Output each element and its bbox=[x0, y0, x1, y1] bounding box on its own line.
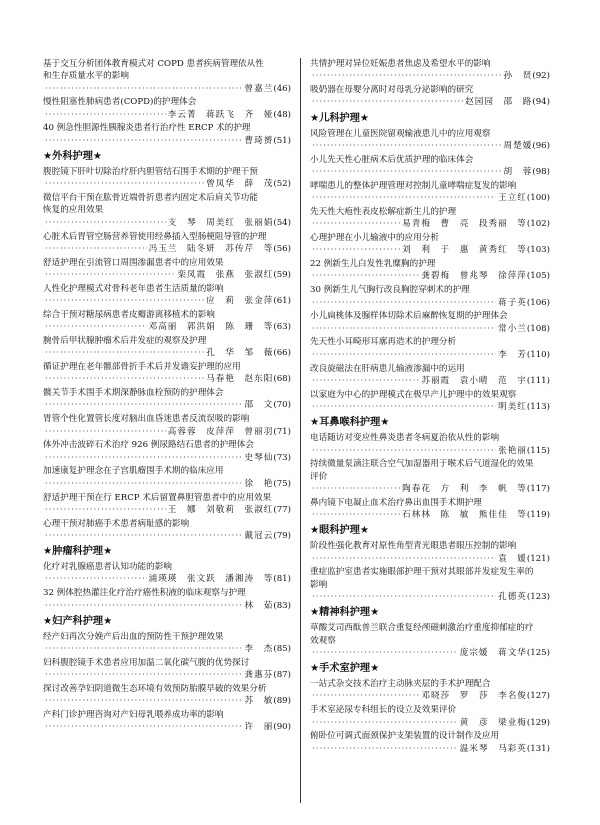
article-authors: 易青梅 曹 亮 段秀丽 等 bbox=[402, 219, 527, 230]
dot-leader bbox=[45, 721, 243, 733]
article-title-line: 心理护理在小儿输液中的应用分析 bbox=[310, 233, 439, 244]
section-heading: ★儿科护理★ bbox=[310, 112, 370, 124]
article-title-line: 40 例急性胆源性胰腺炎患者行治疗性 ERCP 术的护理 bbox=[43, 123, 251, 134]
article-title-line: 腹腔镜下肝叶切除治疗肝内胆管结石围手术期的护理干预 bbox=[43, 167, 258, 178]
article-title-line: 草酸艾司西酞普兰联合重复经颅磁刺激治疗重度抑郁症的疗 bbox=[310, 623, 534, 634]
page-number: (111) bbox=[526, 375, 550, 386]
author-page-line bbox=[310, 218, 550, 230]
author-page-line bbox=[43, 600, 291, 612]
article-title-line: 小儿先天性心脏病术后优质护理的临床体会 bbox=[310, 154, 474, 165]
page-number: (87) bbox=[273, 670, 291, 681]
toc-entry[interactable] bbox=[310, 363, 550, 388]
toc-entry[interactable] bbox=[43, 439, 291, 464]
article-title-line: 慢性阻塞性肺病患者(COPD)的护理体会 bbox=[43, 97, 197, 108]
article-authors: 李 芳 bbox=[498, 349, 527, 360]
dot-leader bbox=[45, 573, 147, 585]
dot-leader bbox=[45, 269, 175, 281]
dot-leader bbox=[45, 504, 166, 516]
dot-leader bbox=[45, 452, 243, 464]
toc-left-column bbox=[43, 58, 291, 735]
article-title-line: 共情护理对异位妊娠患者焦虑及希望水平的影响 bbox=[310, 59, 491, 69]
page-number: (73) bbox=[273, 452, 291, 463]
article-authors: 徐 艳 bbox=[244, 478, 274, 489]
author-page-line bbox=[310, 743, 550, 755]
page-number: (68) bbox=[273, 374, 291, 385]
author-page-line bbox=[43, 643, 291, 655]
article-title-line: 阶段性强化教育对原性角型青光眼患者眼压控制的影响 bbox=[310, 541, 517, 552]
dot-leader bbox=[45, 178, 204, 190]
toc-entry[interactable] bbox=[43, 413, 291, 438]
dot-leader bbox=[312, 743, 458, 755]
page-number: (123) bbox=[526, 591, 550, 602]
dot-leader bbox=[312, 297, 496, 309]
article-authors: 刘 利 于 惠 黄秀红 等 bbox=[402, 245, 527, 256]
article-title-line: 俯卧位可调式面颈保护支架装置的设计制作及应用 bbox=[310, 731, 500, 742]
author-page-line bbox=[310, 717, 550, 729]
article-authors: 浦瑛瑛 张文跃 潘湘涛 等 bbox=[148, 574, 274, 585]
author-page-line bbox=[310, 483, 550, 495]
toc-entry[interactable] bbox=[43, 58, 291, 95]
section-heading: ★肿瘤科护理★ bbox=[43, 546, 113, 558]
article-title-line: 产科门诊护理咨询对产妇母乳喂养成功率的影响 bbox=[43, 710, 224, 721]
section-heading: ★眼科护理★ bbox=[310, 525, 370, 537]
page-number: (106) bbox=[526, 297, 550, 308]
article-authors: 应 莉 张金萍 bbox=[206, 296, 274, 307]
author-page-line bbox=[43, 135, 291, 147]
article-authors: 支 琴 周美红 张丽娟 bbox=[167, 217, 274, 228]
article-authors: 曾凤华 薛 茂 bbox=[206, 179, 274, 190]
author-page-line bbox=[310, 553, 550, 565]
article-authors: 王立红 bbox=[498, 193, 527, 204]
dot-leader bbox=[45, 530, 243, 542]
article-authors: 冯玉兰 陆冬妍 苏传芹 等 bbox=[148, 243, 274, 254]
article-title-line: 舒适护理在引流管口周围渗漏患者中的应用效果 bbox=[43, 257, 224, 268]
article-authors: 李 杰 bbox=[244, 644, 274, 655]
dot-leader bbox=[45, 426, 166, 438]
author-page-line bbox=[43, 530, 291, 542]
toc-entry[interactable] bbox=[310, 336, 550, 361]
page-number: (129) bbox=[526, 717, 550, 728]
dot-leader bbox=[312, 690, 419, 702]
article-authors: 林 茹 bbox=[244, 600, 274, 611]
article-authors: 张艳丽 bbox=[498, 445, 527, 456]
toc-entry[interactable] bbox=[310, 206, 550, 231]
page-number: (94) bbox=[532, 97, 550, 108]
toc-entry[interactable] bbox=[43, 518, 291, 543]
page-number: (46) bbox=[273, 83, 291, 94]
section-heading: ★耳鼻喉科护理★ bbox=[310, 417, 390, 429]
article-title-line: 22 例新生儿白发性乳糜胸的护理 bbox=[310, 259, 436, 270]
article-title-line: 效观察 bbox=[310, 635, 336, 646]
article-title-line: 妇科腹腔镜手术患者应用加温二氧化碳气腹的优势探讨 bbox=[43, 657, 250, 668]
article-title-line: 和生存质量水平的影响 bbox=[43, 71, 129, 82]
article-authors: 赵园园 邵 路 bbox=[465, 97, 533, 108]
toc-entry[interactable] bbox=[43, 309, 291, 334]
column-divider bbox=[300, 58, 301, 803]
toc-entry[interactable] bbox=[310, 497, 550, 522]
toc-entry[interactable] bbox=[310, 389, 550, 414]
page-number: (117) bbox=[526, 483, 550, 494]
article-title-line: 探讨改善孕妇阴道微生态环境有效预防胎膜早破的效果分析 bbox=[43, 684, 267, 695]
toc-entry[interactable] bbox=[43, 283, 291, 308]
author-page-line bbox=[43, 452, 291, 464]
article-title-line: 先天性小耳畸形耳廓再造术的护理分析 bbox=[310, 337, 457, 348]
author-page-line bbox=[43, 573, 291, 585]
author-page-line bbox=[310, 270, 550, 282]
toc-entry[interactable] bbox=[310, 458, 550, 495]
author-page-line bbox=[43, 478, 291, 490]
author-page-line bbox=[43, 295, 291, 307]
page-number: (96) bbox=[532, 140, 550, 151]
article-title-line: 综合干预对糖尿病患者皮瓣游离移植术的影响 bbox=[43, 309, 215, 320]
page-number: (66) bbox=[273, 348, 291, 359]
article-title-line: 32 例体腔热灌注化疗治疗癌性积液的临床观察与护理 bbox=[43, 588, 246, 599]
article-authors: 邵 文 bbox=[244, 400, 274, 411]
toc-entry[interactable] bbox=[43, 231, 291, 256]
toc-entry[interactable] bbox=[310, 704, 550, 729]
page-number: (108) bbox=[526, 323, 550, 334]
article-title-line: 风险管理在儿童医院留观输液患儿中的应用观察 bbox=[310, 128, 491, 139]
author-page-line bbox=[43, 695, 291, 707]
toc-entry[interactable] bbox=[310, 432, 550, 457]
author-page-line bbox=[43, 669, 291, 681]
section-heading: ★手术室护理★ bbox=[310, 663, 380, 675]
page-number: (113) bbox=[526, 401, 550, 412]
author-page-line bbox=[43, 83, 291, 95]
dot-leader bbox=[312, 270, 419, 282]
page-number: (75) bbox=[273, 478, 291, 489]
article-title-line: 舒适护理干预在行 ERCP 术后留置鼻胆管患者中的应用效果 bbox=[43, 492, 272, 503]
dot-leader bbox=[312, 647, 458, 659]
article-authors: 高蓉蓉 皮萍萍 曾丽羽 bbox=[167, 426, 274, 437]
article-authors: 曹琦赟 bbox=[244, 135, 274, 146]
dot-leader bbox=[312, 349, 496, 361]
toc-entry[interactable] bbox=[43, 122, 291, 147]
toc-entry[interactable] bbox=[43, 361, 291, 386]
article-title-line: 体外冲击波碎石术治疗 926 例尿路结石患者的护理体会 bbox=[43, 440, 254, 451]
article-title-line: 先天性大疱性表皮松解症新生儿的护理 bbox=[310, 206, 457, 217]
article-authors: 孔 华 邹 薇 bbox=[206, 348, 274, 359]
article-title-line: 髋关节手术围手术期深静脉血栓预防的护理体会 bbox=[43, 388, 224, 399]
page-number: (71) bbox=[273, 426, 291, 437]
article-title-line: 小儿扁桃体及腺样体切除术后麻醉恢复期的护理体会 bbox=[310, 311, 508, 322]
page-number: (48) bbox=[273, 109, 291, 120]
article-title-line: 恢复的应用效果 bbox=[43, 205, 104, 216]
dot-leader bbox=[45, 478, 243, 490]
dot-leader bbox=[45, 600, 243, 612]
dot-leader bbox=[312, 166, 502, 178]
article-title-line: 循证护理在老年髋部骨折手术后并发谵妄护理的应用 bbox=[43, 362, 241, 373]
article-authors: 李云菁 蒋跃飞 齐 娅 bbox=[167, 109, 274, 120]
toc-entry[interactable] bbox=[43, 166, 291, 191]
article-title-line: 重症监护室患者实施眼部护理干预对其眼部并发症发生率的 bbox=[310, 567, 534, 578]
author-page-line bbox=[43, 269, 291, 281]
article-authors: 胡 蓉 bbox=[503, 167, 533, 178]
toc-entry[interactable] bbox=[43, 492, 291, 517]
author-page-line bbox=[43, 321, 291, 333]
author-page-line bbox=[43, 243, 291, 255]
author-page-line bbox=[43, 109, 291, 121]
article-title-line: 心脏术后胃管空肠营养管使用经鼻插入型肠梗阻导管的护理 bbox=[43, 231, 267, 242]
author-page-line bbox=[310, 445, 550, 457]
toc-entry[interactable] bbox=[310, 58, 550, 83]
page-number: (63) bbox=[273, 322, 291, 333]
article-title-line: 一站式杂交技术治疗主动脉夹层的手术护理配合 bbox=[310, 679, 491, 690]
article-authors: 苏丽霞 袁小晴 范 宇 bbox=[421, 375, 527, 386]
page-number: (102) bbox=[526, 219, 550, 230]
toc-right-column bbox=[310, 58, 550, 756]
toc-entry[interactable] bbox=[310, 128, 550, 153]
author-page-line bbox=[43, 426, 291, 438]
article-authors: 曾嘉兰 bbox=[244, 83, 274, 94]
toc-entry[interactable] bbox=[43, 587, 291, 612]
dot-leader bbox=[312, 483, 400, 495]
dot-leader bbox=[45, 347, 204, 359]
dot-leader bbox=[312, 553, 496, 565]
toc-entry[interactable] bbox=[310, 154, 550, 179]
article-authors: 明美红 bbox=[498, 401, 527, 412]
section-heading: ★精神科护理★ bbox=[310, 607, 380, 619]
article-title-line: 心理干预对肺癌手术患者病耻感的影响 bbox=[43, 518, 190, 529]
author-page-line bbox=[310, 323, 550, 335]
dot-leader bbox=[312, 244, 400, 256]
author-page-line bbox=[43, 347, 291, 359]
page-number: (121) bbox=[526, 553, 550, 564]
article-authors: 王 娜 刘敬莉 张淑红 bbox=[167, 504, 274, 515]
author-page-line bbox=[43, 373, 291, 385]
page-number: (59) bbox=[273, 269, 291, 280]
article-title-line: 吸奶器在母婴分离时对母乳分泌影响的研究 bbox=[310, 85, 474, 96]
article-authors: 陶春花 方 利 李 帆 等 bbox=[402, 483, 527, 494]
article-authors: 许 丽 bbox=[244, 722, 274, 733]
author-page-line bbox=[310, 401, 550, 413]
toc-entry[interactable] bbox=[43, 257, 291, 282]
article-title-line: 加速康复护理念在子宫肌瘤围手术期的临床应用 bbox=[43, 466, 224, 477]
page-number: (119) bbox=[526, 510, 550, 520]
page-number: (115) bbox=[526, 445, 550, 456]
article-authors: 周楚媛 bbox=[503, 140, 533, 151]
article-authors: 温米琴 马彩英 bbox=[459, 743, 527, 754]
article-authors: 孔德英 bbox=[498, 591, 527, 602]
article-title-line: 评价 bbox=[310, 471, 328, 482]
dot-leader bbox=[312, 218, 400, 230]
section-heading: ★妇产科护理★ bbox=[43, 615, 113, 627]
page-number: (103) bbox=[526, 245, 550, 256]
author-page-line bbox=[310, 349, 550, 361]
dot-leader bbox=[45, 669, 243, 681]
page-number: (98) bbox=[532, 167, 550, 178]
author-page-line bbox=[310, 70, 550, 82]
toc-entry[interactable] bbox=[310, 730, 550, 755]
page-number: (125) bbox=[526, 647, 550, 658]
dot-leader bbox=[45, 321, 147, 333]
article-title-line: 持续微量泵滴注联合空气加湿器用于喉术后气道湿化的效果 bbox=[310, 459, 534, 470]
dot-leader bbox=[312, 192, 496, 204]
dot-leader bbox=[312, 140, 502, 152]
toc-entry[interactable] bbox=[310, 284, 550, 309]
dot-leader bbox=[312, 323, 496, 335]
author-page-line bbox=[310, 297, 550, 309]
dot-leader bbox=[45, 217, 166, 229]
toc-entry[interactable] bbox=[310, 540, 550, 565]
page-number: (81) bbox=[273, 574, 291, 585]
toc-entry[interactable] bbox=[43, 96, 291, 121]
toc-entry[interactable] bbox=[43, 335, 291, 360]
dot-leader bbox=[45, 695, 243, 707]
article-authors: 龚惠芬 bbox=[244, 670, 274, 681]
author-page-line bbox=[43, 721, 291, 733]
author-page-line bbox=[43, 504, 291, 516]
page-number: (127) bbox=[526, 691, 550, 702]
page-number: (110) bbox=[526, 349, 550, 360]
page-number: (131) bbox=[526, 743, 550, 754]
article-title-line: 化疗对乳腺癌患者认知功能的影响 bbox=[43, 562, 172, 573]
dot-leader bbox=[312, 375, 419, 387]
article-title-line: 鼻内镜下电凝止血术治疗鼻出血围手术期护理 bbox=[310, 497, 482, 508]
dot-leader bbox=[312, 70, 502, 82]
author-page-line bbox=[310, 96, 550, 108]
dot-leader bbox=[312, 717, 458, 729]
toc-entry[interactable] bbox=[310, 678, 550, 703]
page-number: (85) bbox=[273, 644, 291, 655]
dot-leader bbox=[312, 401, 496, 413]
page-number: (100) bbox=[526, 193, 550, 204]
dot-leader bbox=[45, 399, 243, 411]
page-number: (54) bbox=[273, 217, 291, 228]
author-page-line bbox=[310, 647, 550, 659]
article-authors: 孙 贤 bbox=[503, 71, 533, 82]
author-page-line bbox=[310, 192, 550, 204]
dot-leader bbox=[312, 96, 463, 108]
author-page-line bbox=[43, 217, 291, 229]
dot-leader bbox=[312, 591, 496, 603]
page-number: (79) bbox=[273, 530, 291, 541]
page-number: (56) bbox=[273, 243, 291, 254]
article-title-line: 胃管个性化置管长度对脑出血昏迷患者反流误吸的影响 bbox=[43, 414, 250, 425]
page-number: (61) bbox=[273, 296, 291, 307]
article-title-line: 经产妇再次分娩产后出血的预防性干预护理效果 bbox=[43, 631, 224, 642]
toc-entry[interactable] bbox=[310, 622, 550, 659]
article-title-line: 电话随访对变应性鼻炎患者冬病夏治依从性的影响 bbox=[310, 433, 500, 444]
article-title-line: 30 例新生儿气胸行改良胸腔穿刺术的护理 bbox=[310, 285, 470, 296]
author-page-line bbox=[43, 399, 291, 411]
article-authors: 苏 敏 bbox=[244, 696, 274, 707]
article-authors: 邓高丽 郭洪娟 陈 珊 等 bbox=[148, 322, 274, 333]
article-title-line: 人性化护理模式对骨科老年患者生活质量的影响 bbox=[43, 283, 224, 294]
toc-entry[interactable] bbox=[43, 683, 291, 708]
toc-entry[interactable] bbox=[310, 310, 550, 335]
article-authors: 戴冠云 bbox=[244, 530, 274, 541]
article-title-line: 手术室泌尿专科组长的设立及效果评价 bbox=[310, 705, 457, 716]
toc-entry[interactable] bbox=[43, 709, 291, 734]
toc-entry[interactable] bbox=[310, 566, 550, 603]
dot-leader bbox=[45, 83, 243, 95]
dot-leader bbox=[312, 445, 496, 457]
toc-entry[interactable] bbox=[43, 631, 291, 656]
author-page-line bbox=[310, 140, 550, 152]
article-authors: 庞宗媛 蒋文华 bbox=[459, 647, 527, 658]
dot-leader bbox=[312, 509, 400, 521]
article-title-line: 以家庭为中心的护理模式在极早产儿护理中的效果观察 bbox=[310, 389, 517, 400]
author-page-line bbox=[310, 375, 550, 387]
article-title-line: 哮喘患儿的整体护理管理对控制儿童哮喘症复发的影响 bbox=[310, 180, 517, 191]
page-number: (92) bbox=[532, 71, 550, 82]
page-number: (105) bbox=[526, 271, 550, 282]
dot-leader bbox=[45, 135, 243, 147]
toc-entry[interactable] bbox=[43, 561, 291, 586]
dot-leader bbox=[45, 643, 243, 655]
page-number: (77) bbox=[273, 504, 291, 515]
article-authors: 马春艳 赵东阳 bbox=[206, 374, 274, 385]
article-authors: 龚碧梅 曾兆琴 徐萍萍 bbox=[421, 271, 527, 282]
dot-leader bbox=[45, 295, 204, 307]
author-page-line bbox=[310, 690, 550, 702]
author-page-line bbox=[310, 591, 550, 603]
article-title-line: 影响 bbox=[310, 579, 328, 590]
toc-entry[interactable] bbox=[43, 465, 291, 490]
author-page-line bbox=[43, 178, 291, 190]
article-title-line: 腕骨后甲状腺肿瘤术后并发症的观察及护理 bbox=[43, 335, 207, 346]
author-page-line bbox=[310, 244, 550, 256]
toc-entry[interactable] bbox=[310, 258, 550, 283]
dot-leader bbox=[45, 373, 204, 385]
dot-leader bbox=[45, 109, 166, 121]
toc-entry[interactable] bbox=[43, 657, 291, 682]
article-authors: 蒋子英 bbox=[498, 297, 527, 308]
page-number: (89) bbox=[273, 696, 291, 707]
toc-entry[interactable] bbox=[310, 180, 550, 205]
toc-entry[interactable] bbox=[310, 84, 550, 109]
toc-entry[interactable] bbox=[310, 232, 550, 257]
toc-entry[interactable] bbox=[43, 192, 291, 229]
page-number: (51) bbox=[273, 135, 291, 146]
author-page-line bbox=[310, 509, 550, 521]
page-number: (90) bbox=[273, 722, 291, 733]
article-authors: 史琴仙 bbox=[244, 452, 274, 463]
page-number: (83) bbox=[273, 600, 291, 611]
article-authors: 袁 媛 bbox=[498, 553, 527, 564]
page-number: (52) bbox=[273, 179, 291, 190]
page-number: (70) bbox=[273, 400, 291, 411]
article-authors: 邓晓莎 罗 莎 李名俊 bbox=[421, 691, 527, 702]
article-title-line: 改良旋磁法在肝病患儿输液渗漏中的运用 bbox=[310, 363, 465, 374]
article-authors: 黄 彦 梁业梅 bbox=[459, 717, 527, 728]
author-page-line bbox=[310, 166, 550, 178]
article-title-line: 微信平台干预在肱骨近端骨折患者内固定术后肩关节功能 bbox=[43, 193, 258, 204]
article-authors: 常小兰 bbox=[498, 323, 527, 334]
article-authors: 石林林 陈 敏 熊佳佳 等 bbox=[402, 510, 527, 520]
article-title-line: 基于交互分析团体教育模式对 COPD 患者疾病管理依从性 bbox=[43, 59, 264, 69]
dot-leader bbox=[45, 243, 147, 255]
toc-entry[interactable] bbox=[43, 387, 291, 412]
article-authors: 栾凤霞 张燕 张淑红 bbox=[177, 269, 274, 280]
section-heading: ★外科护理★ bbox=[43, 151, 103, 163]
